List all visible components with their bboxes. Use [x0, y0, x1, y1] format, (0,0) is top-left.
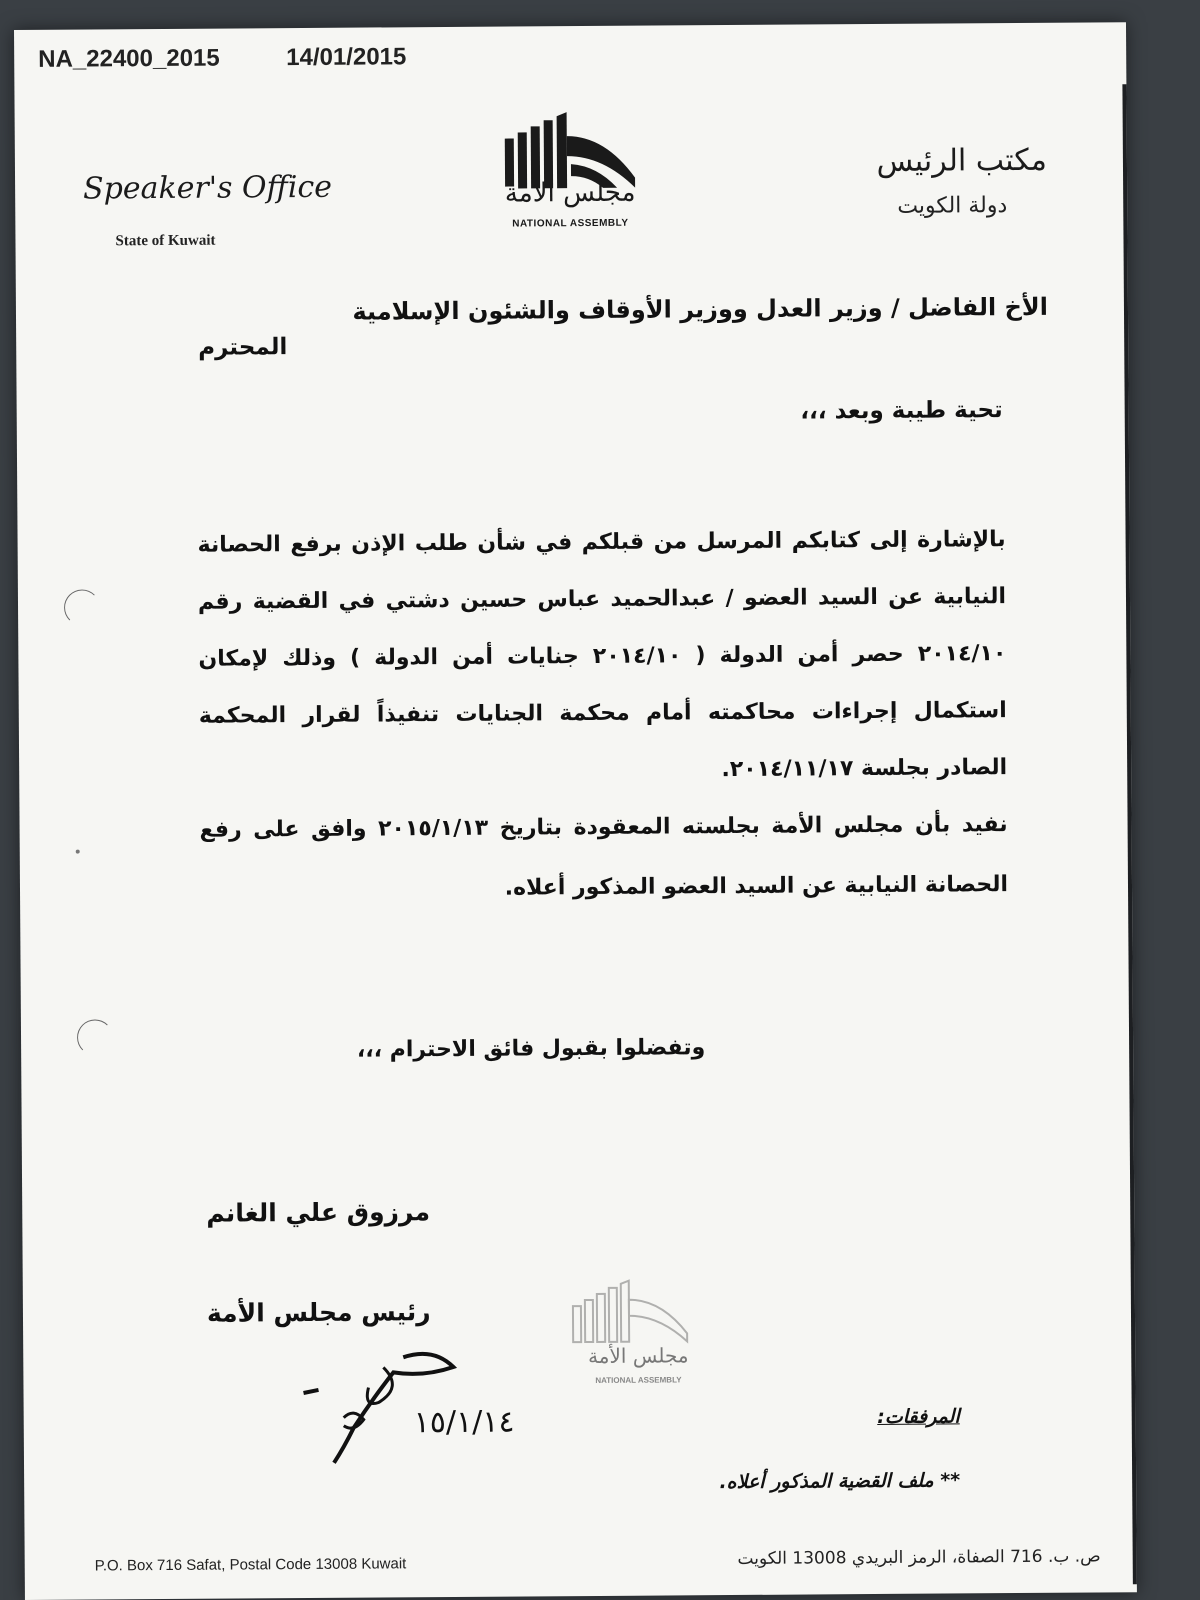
stamp-text-ar: مجلس الأمة — [587, 1343, 689, 1369]
binder-hole-mark — [77, 1019, 113, 1055]
greeting: تحية طيبة وبعد ،،، — [800, 397, 1003, 425]
state-name-en: State of Kuwait — [115, 232, 216, 250]
handwritten-signature — [283, 1336, 524, 1478]
assembly-stamp-icon — [553, 1265, 714, 1416]
footer-address-en: P.O. Box 716 Safat, Postal Code 13008 Kuwait — [94, 1555, 407, 1575]
reference-date: 14/01/2015 — [286, 43, 407, 72]
paper-speck — [76, 850, 80, 854]
honorific: المحترم — [198, 334, 288, 361]
logo-text-en: NATIONAL ASSEMBLY — [512, 217, 629, 230]
signatory-title: رئيس مجلس الأمة — [206, 1297, 431, 1328]
attachments-label: المرفقات: — [877, 1405, 960, 1429]
office-title-ar: مكتب الرئيس — [876, 142, 1048, 179]
logo-text-ar: مجلس الأمة — [504, 177, 636, 209]
footer-address-ar: ص. ب. 716 الصفاة، الرمز البريدي 13008 الكويت — [737, 1546, 1101, 1569]
page-edge-shadow — [1122, 84, 1136, 1584]
office-title-en: Speaker's Office — [82, 169, 333, 207]
state-name-ar: دولة الكويت — [897, 193, 1008, 219]
reference-number: NA_22400_2015 — [38, 44, 220, 73]
body-paragraph-2: نفيد بأن مجلس الأمة بجلسته المعقودة بتاريخ ٢٠١٥/١/١٣ وافق على رفع الحصانة النيابية عن السيد العضو المذكور أعلاه. — [199, 812, 1009, 901]
letter-page — [14, 22, 1137, 1600]
attachment-item: ** ملف القضية المذكور أعلاه. — [719, 1469, 961, 1494]
signatory-name: مرزوق علي الغانم — [206, 1197, 431, 1228]
binder-hole-mark — [64, 589, 100, 625]
addressee-line: الأخ الفاضل / وزير العدل ووزير الأوقاف والشئون الإسلامية — [352, 292, 1049, 326]
stamp-text-en: NATIONAL ASSEMBLY — [595, 1375, 682, 1385]
handwritten-date: ١٥/١/١٤ — [413, 1404, 515, 1441]
closing-line: وتفضلوا بقبول فائق الاحترام ،،، — [356, 1035, 706, 1063]
body-paragraph-1: بالإشارة إلى كتابكم المرسل من قبلكم في شأن طلب الإذن برفع الحصانة النيابية عن السيد العضو / عبدالحميد عباس حسين دشتي في القضية رقم ٢٠١٤/١٠ حصر أمن الدولة ( ٢٠١٤/١٠ جنايات أمن الدولة ) وذلك لإمكان استكمال إجراءات محاكمته أمام محكمة الجنايات تنفيذاً لقرار المحكمة الصادر بجلسة ٢٠١٤/١١/١٧. — [197, 527, 1008, 783]
